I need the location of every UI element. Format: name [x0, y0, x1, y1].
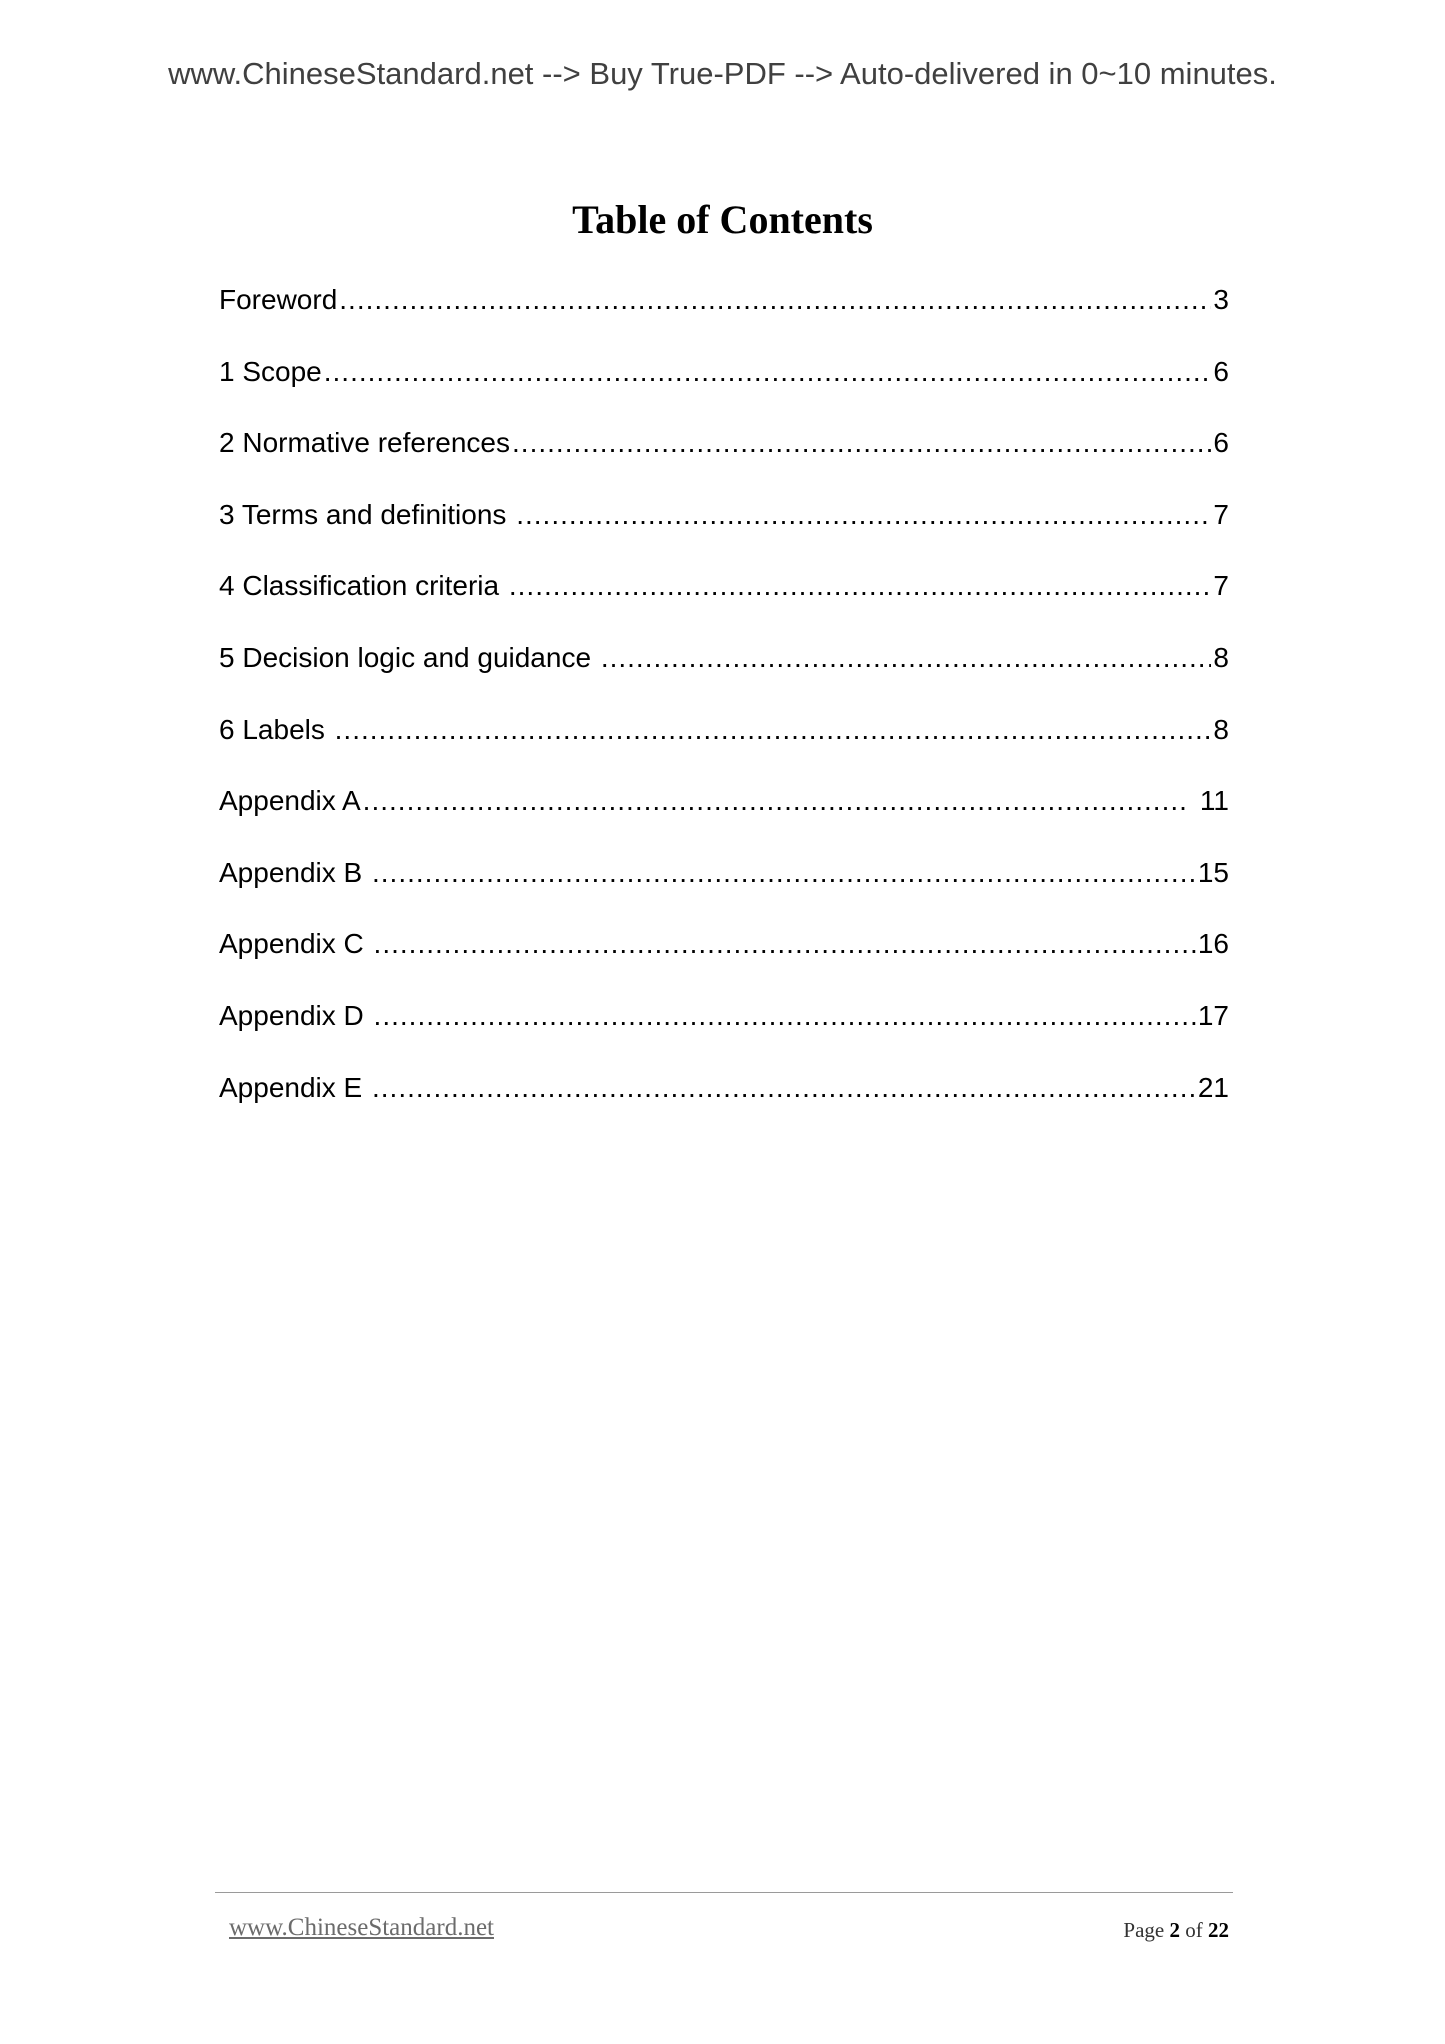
toc-entry-classification-criteria[interactable] — [219, 568, 1229, 640]
toc-dot-leader — [339, 282, 1211, 318]
toc-entry-appendix-b[interactable] — [219, 855, 1229, 927]
toc-entry-label: 2 Normative references — [219, 427, 511, 459]
toc-entry-labels[interactable] — [219, 712, 1229, 784]
toc-dot-leader — [374, 998, 1196, 1034]
toc-entry-label: Foreword — [219, 284, 338, 315]
toc-entry-label: Appendix D — [219, 999, 372, 1031]
toc-entry-appendix-c[interactable] — [219, 926, 1229, 998]
toc-entry-page: 6 — [1213, 427, 1229, 459]
toc-entry-page: 8 — [1213, 713, 1229, 745]
toc-entry-page: 11 — [1192, 785, 1229, 817]
toc-dot-leader — [372, 1070, 1196, 1106]
toc-entry-page: 16 — [1197, 928, 1229, 960]
footer-page-prefix: Page — [1123, 1918, 1170, 1942]
toc-entry-foreword[interactable] — [219, 282, 1229, 354]
footer-page-total: 22 — [1208, 1918, 1229, 1942]
footer-site-link[interactable]: www.ChineseStandard.net — [229, 1914, 494, 1941]
toc-entry-page: 3 — [1213, 284, 1229, 315]
header-banner[interactable]: www.ChineseStandard.net --> Buy True-PDF --> Auto-delivered in 0~10 minutes. — [168, 56, 1277, 91]
footer-page-number — [1123, 1918, 1229, 1943]
toc-dot-leader — [509, 568, 1212, 604]
footer-page-current: 2 — [1169, 1918, 1180, 1942]
footer-divider — [215, 1892, 1233, 1893]
toc-entry-page: 7 — [1213, 570, 1229, 602]
toc-entry-label: Appendix C — [219, 928, 372, 960]
toc-entry-normative-references[interactable] — [219, 425, 1229, 497]
toc-dot-leader — [601, 640, 1212, 676]
toc-entry-page: 6 — [1213, 355, 1229, 387]
toc-entry-label: 1 Scope — [219, 355, 322, 387]
toc-dot-leader — [324, 354, 1212, 390]
toc-dot-leader — [363, 783, 1190, 819]
toc-dot-leader — [516, 497, 1211, 533]
toc-entry-page: 21 — [1197, 1071, 1229, 1103]
toc-entry-appendix-d[interactable] — [219, 998, 1229, 1070]
toc-entry-decision-logic[interactable] — [219, 640, 1229, 712]
toc-entry-page: 15 — [1197, 856, 1229, 888]
toc-dot-leader — [512, 425, 1211, 461]
footer-page-of: of — [1180, 1918, 1208, 1942]
toc-entry-page: 7 — [1213, 498, 1229, 530]
toc-entry-scope[interactable] — [219, 354, 1229, 426]
toc-entry-terms-and-definitions[interactable] — [219, 497, 1229, 569]
toc-title: Table of Contents — [572, 197, 873, 242]
toc-dot-leader — [372, 855, 1196, 891]
toc-entry-label: 3 Terms and definitions — [219, 498, 515, 530]
toc-entry-label: Appendix A — [219, 785, 361, 817]
toc-dot-leader — [374, 926, 1196, 962]
toc-entry-label: 6 Labels — [219, 713, 333, 745]
toc-entry-label: 5 Decision logic and guidance — [219, 641, 599, 673]
toc-entry-page: 8 — [1213, 641, 1229, 673]
toc-list — [219, 282, 1229, 1141]
toc-entry-appendix-e[interactable] — [219, 1070, 1229, 1142]
toc-entry-appendix-a[interactable] — [219, 783, 1229, 855]
toc-entry-label: 4 Classification criteria — [219, 570, 507, 602]
toc-dot-leader — [335, 712, 1212, 748]
toc-entry-label: Appendix E — [219, 1071, 370, 1103]
toc-entry-page: 17 — [1197, 999, 1229, 1031]
toc-entry-label: Appendix B — [219, 856, 370, 888]
